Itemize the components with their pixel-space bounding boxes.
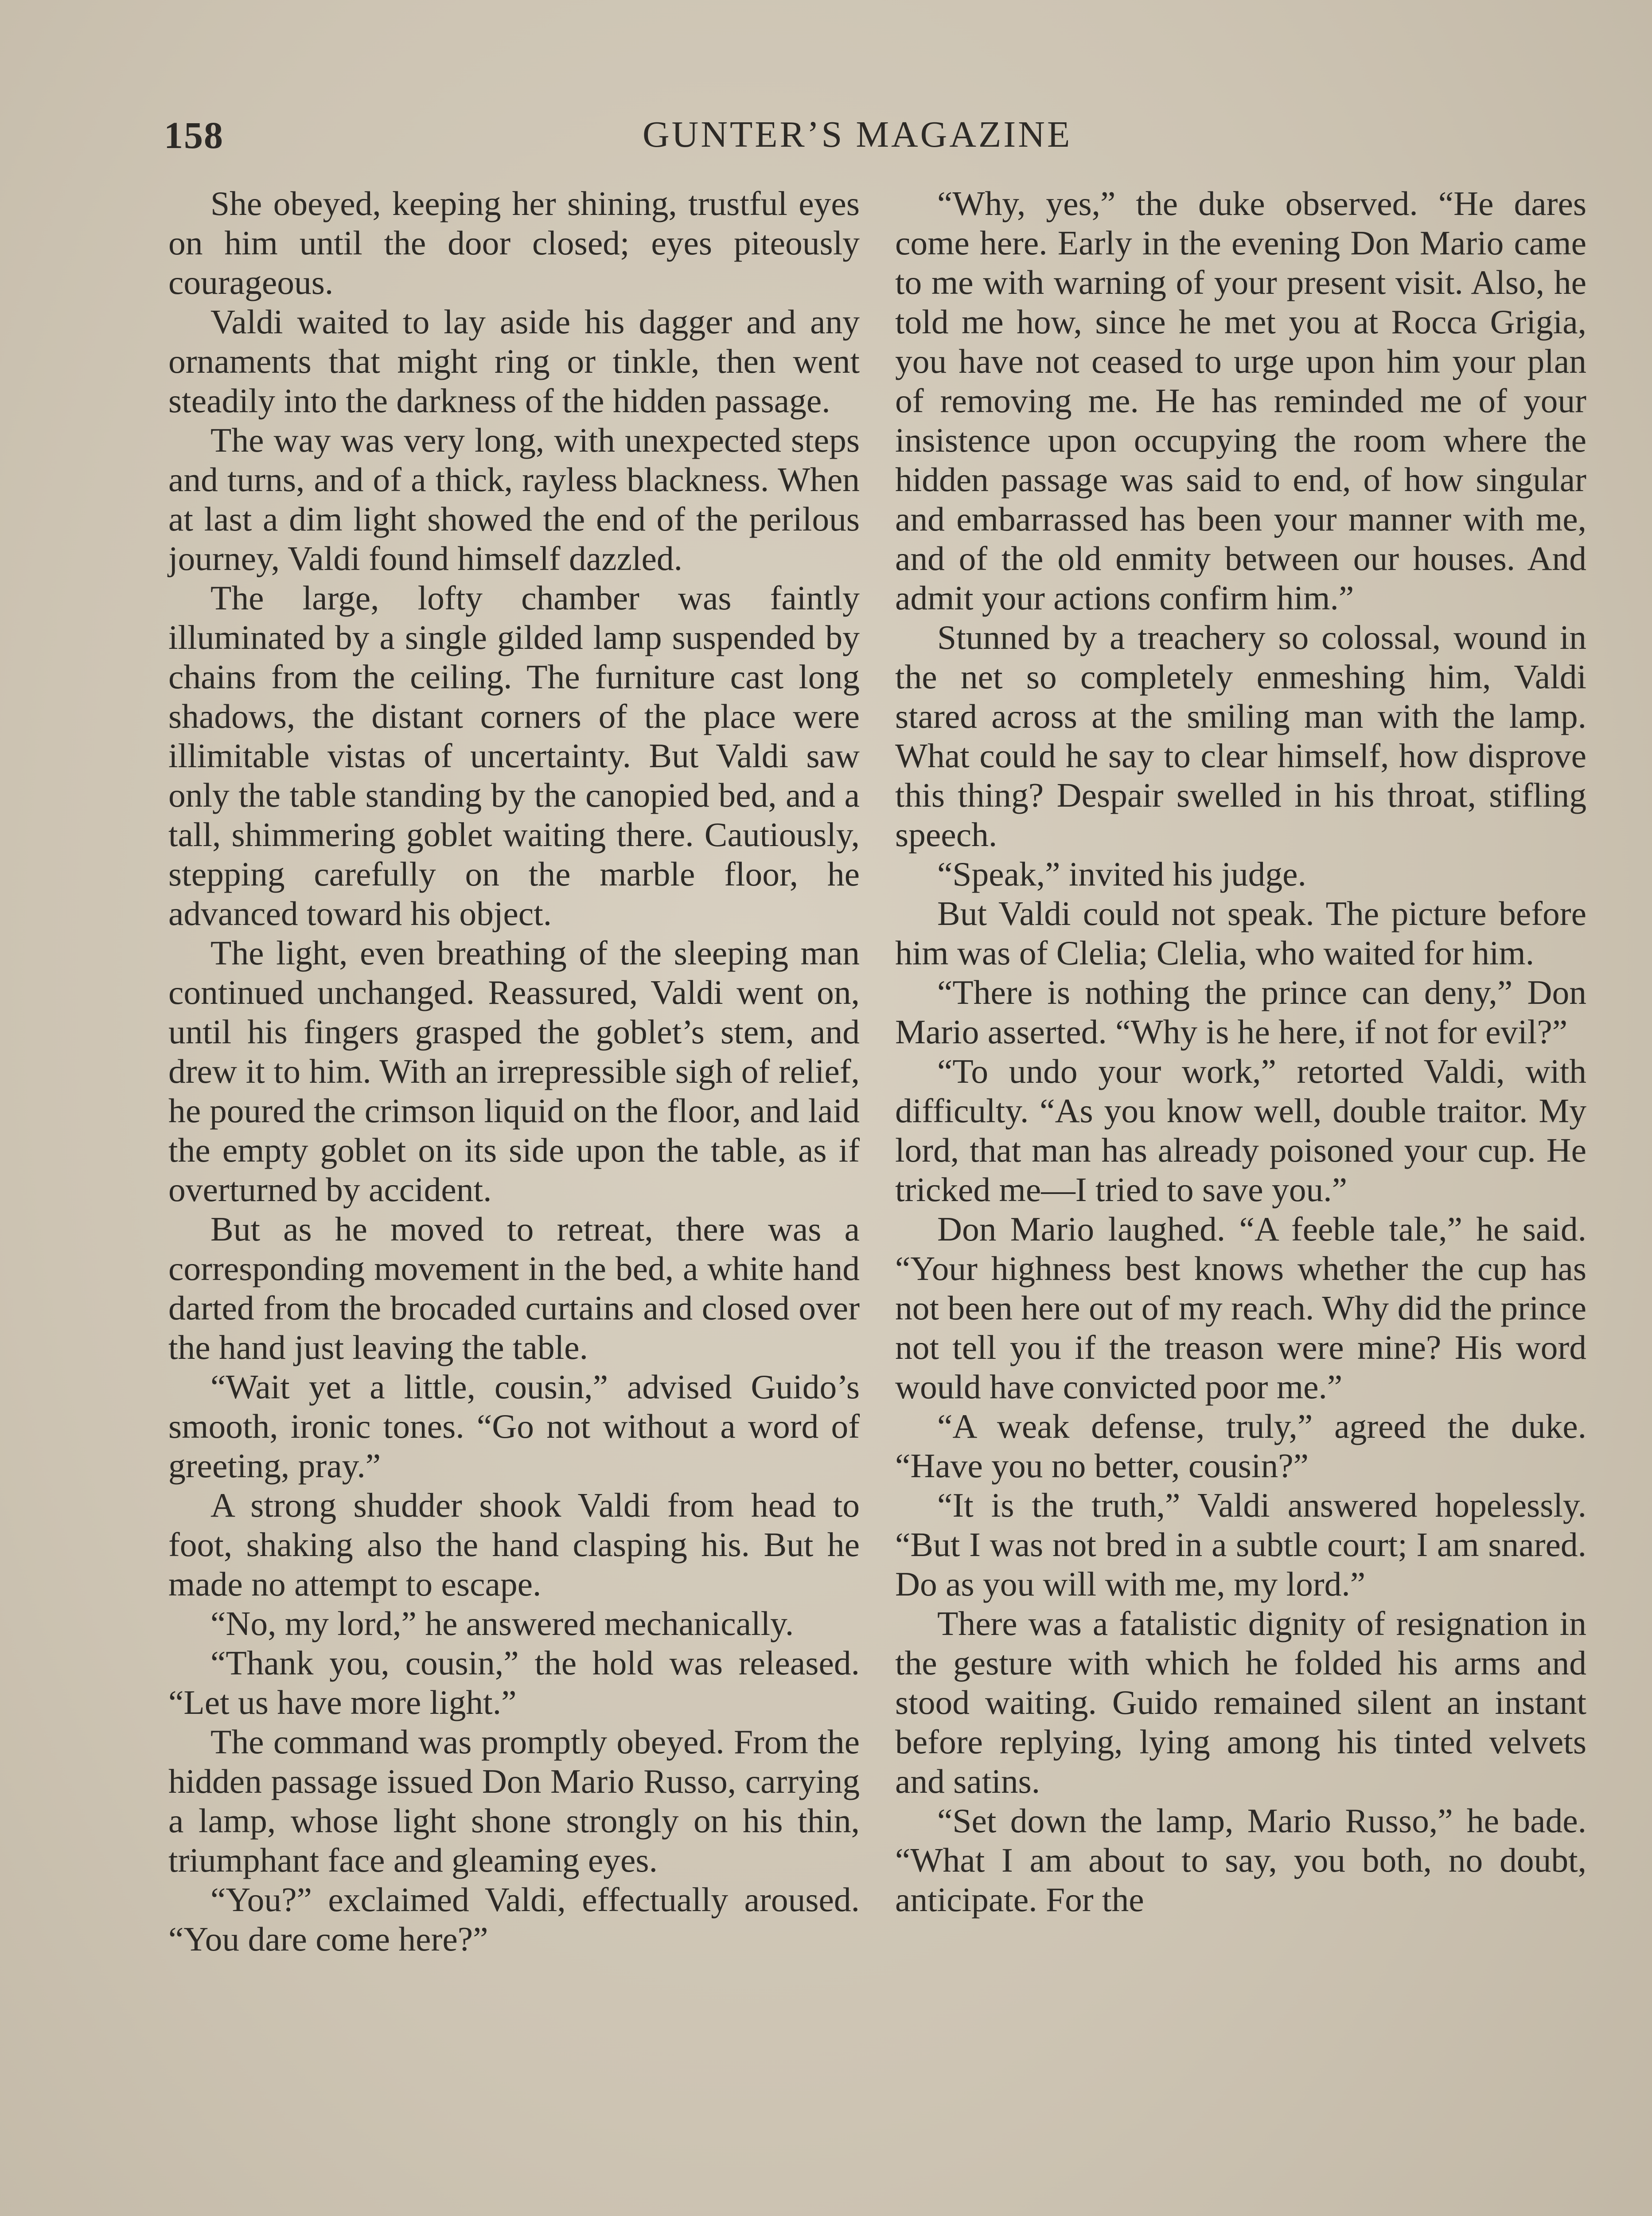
- paragraph: “Why, yes,” the duke observed. “He dares come here. Early in the evening Don Mario came to me with warning of your present visit. Also, he told me how, since he met you at Rocca Grigia, you have not ceased to urge upon him your plan of removing me. He has reminded me of your insistence upon occupying the room where the hidden passage was said to end, of how singular and embarrassed has been your manner with me, and of the old enmity between our houses. And admit your actions confirm him.”: [895, 184, 1586, 617]
- paragraph: Stunned by a treachery so colossal, wound in the net so completely enmeshing him, Valdi stared across at the smiling man with the lamp. What could he say to clear himself, how disprove this thing? Despair swelled in his throat, stifling speech.: [895, 618, 1586, 854]
- page-number: 158: [164, 114, 224, 156]
- paragraph: “Thank you, cousin,” the hold was released. “Let us have more light.”: [168, 1644, 860, 1721]
- running-title: GUNTER’S MAGAZINE: [643, 114, 1072, 155]
- left-column: [168, 184, 860, 1959]
- paragraph: But as he moved to retreat, there was a corresponding movement in the bed, a white hand darted from the brocaded curtains and closed over the hand just leaving the table.: [168, 1210, 860, 1366]
- paragraph: The command was promptly obeyed. From the hidden passage issued Don Mario Russo, carrying a lamp, whose light shone strongly on his thin, triumphant face and gleaming eyes.: [168, 1723, 860, 1879]
- paragraph: “It is the truth,” Valdi answered hopelessly. “But I was not bred in a subtle court; I am snared. Do as you will with me, my lord.”: [895, 1486, 1586, 1603]
- paragraph: She obeyed, keeping her shining, trustful eyes on him until the door closed; eyes piteously courageous.: [168, 184, 860, 301]
- paragraph: “No, my lord,” he answered mechanically.: [210, 1604, 794, 1642]
- paragraph: The light, even breathing of the sleeping man continued unchanged. Reassured, Valdi went on, until his fingers grasped the goblet’s stem, and drew it to him. With an irrepressible sigh of relief, he poured the crimson liquid on the floor, and laid the empty goblet on its side upon the table, as if overturned by accident.: [168, 934, 860, 1209]
- paragraph: The way was very long, with unexpected steps and turns, and of a thick, rayless blackness. When at last a dim light showed the end of the perilous journey, Valdi found himself dazzled.: [168, 421, 860, 577]
- page-header: [164, 113, 1387, 162]
- paragraph: “A weak defense, truly,” agreed the duke. “Have you no better, cousin?”: [895, 1407, 1586, 1485]
- paragraph: The large, lofty chamber was faintly illuminated by a single gilded lamp suspended by chains from the ceiling. The furniture cast long shadows, the distant corners of the place were illimitable vistas of uncertainty. But Valdi saw only the table standing by the canopied bed, and a tall, shimmering goblet waiting there. Cautiously, stepping carefully on the marble floor, he advanced toward his object.: [168, 579, 860, 932]
- paragraph: “Speak,” invited his judge.: [937, 855, 1306, 893]
- right-column: [895, 184, 1586, 1919]
- paragraph: Don Mario laughed. “A feeble tale,” he said. “Your highness best knows whether the cup has not been here out of my reach. Why did the prince not tell you if the treason were mine? His word would have convicted poor me.”: [895, 1210, 1586, 1406]
- paragraph: “To undo your work,” retorted Valdi, with difficulty. “As you know well, double traitor. My lord, that man has already poisoned your cup. He tricked me—I tried to save you.”: [895, 1052, 1586, 1209]
- paragraph: Valdi waited to lay aside his dagger and any ornaments that might ring or tinkle, then went steadily into the darkness of the hidden passage.: [168, 303, 860, 420]
- paragraph: But Valdi could not speak. The picture before him was of Clelia; Clelia, who waited for him.: [895, 894, 1586, 972]
- paragraph: “Set down the lamp, Mario Russo,” he bade. “What I am about to say, you both, no doubt, anticipate. For the: [895, 1802, 1586, 1919]
- paragraph: “There is nothing the prince can deny,” Don Mario asserted. “Why is he here, if not for evil?”: [895, 973, 1586, 1051]
- paragraph: There was a fatalistic dignity of resignation in the gesture with which he folded his arms and stood waiting. Guido remained silent an instant before replying, lying among his tinted velvets and satins.: [895, 1604, 1586, 1800]
- paragraph: A strong shudder shook Valdi from head to foot, shaking also the hand clasping his. But he made no attempt to escape.: [168, 1486, 860, 1603]
- paragraph: “You?” exclaimed Valdi, effectually aroused. “You dare come here?”: [168, 1880, 860, 1958]
- paragraph: “Wait yet a little, cousin,” advised Guido’s smooth, ironic tones. “Go not without a word of greeting, pray.”: [168, 1368, 860, 1485]
